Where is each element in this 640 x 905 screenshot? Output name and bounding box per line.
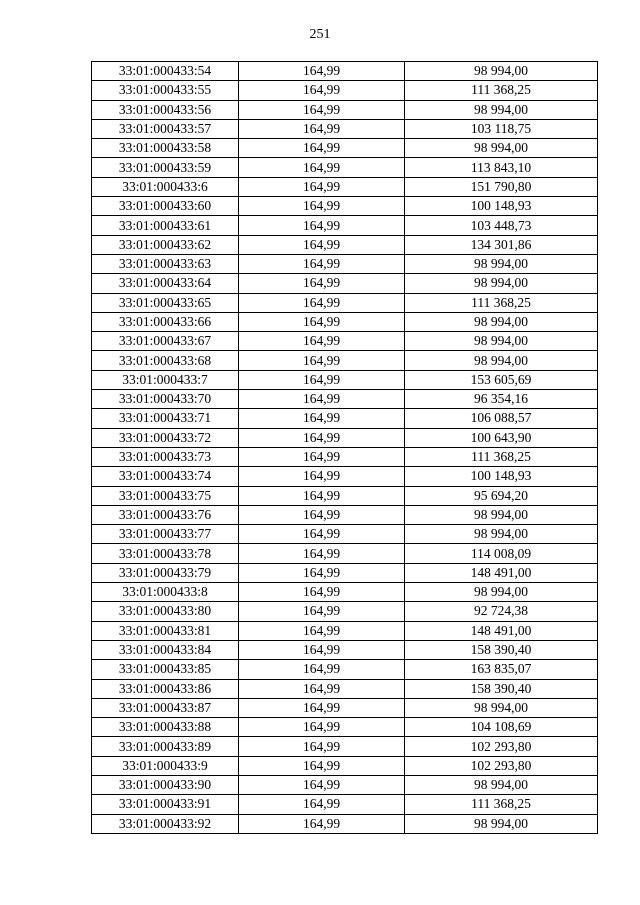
rate-cell: 164,99 bbox=[239, 621, 405, 640]
cadastral-number-cell: 33:01:000433:90 bbox=[92, 775, 239, 794]
cadastral-table bbox=[91, 61, 598, 834]
cadastral-number-cell: 33:01:000433:75 bbox=[92, 486, 239, 505]
value-cell: 102 293,80 bbox=[405, 756, 598, 775]
table-row bbox=[92, 660, 598, 679]
cadastral-number-cell: 33:01:000433:67 bbox=[92, 332, 239, 351]
rate-cell: 164,99 bbox=[239, 100, 405, 119]
cadastral-number-cell: 33:01:000433:76 bbox=[92, 505, 239, 524]
rate-cell: 164,99 bbox=[239, 274, 405, 293]
value-cell: 158 390,40 bbox=[405, 679, 598, 698]
cadastral-number-cell: 33:01:000433:89 bbox=[92, 737, 239, 756]
table-row bbox=[92, 197, 598, 216]
rate-cell: 164,99 bbox=[239, 216, 405, 235]
table-row bbox=[92, 409, 598, 428]
rate-cell: 164,99 bbox=[239, 602, 405, 621]
table-row bbox=[92, 62, 598, 81]
cadastral-number-cell: 33:01:000433:59 bbox=[92, 158, 239, 177]
rate-cell: 164,99 bbox=[239, 235, 405, 254]
value-cell: 111 368,25 bbox=[405, 795, 598, 814]
rate-cell: 164,99 bbox=[239, 583, 405, 602]
rate-cell: 164,99 bbox=[239, 158, 405, 177]
value-cell: 98 994,00 bbox=[405, 332, 598, 351]
table-row bbox=[92, 525, 598, 544]
value-cell: 148 491,00 bbox=[405, 621, 598, 640]
value-cell: 113 843,10 bbox=[405, 158, 598, 177]
cadastral-number-cell: 33:01:000433:7 bbox=[92, 370, 239, 389]
table-row bbox=[92, 505, 598, 524]
cadastral-number-cell: 33:01:000433:58 bbox=[92, 139, 239, 158]
value-cell: 98 994,00 bbox=[405, 312, 598, 331]
rate-cell: 164,99 bbox=[239, 370, 405, 389]
table-row bbox=[92, 544, 598, 563]
value-cell: 100 148,93 bbox=[405, 197, 598, 216]
cadastral-number-cell: 33:01:000433:88 bbox=[92, 718, 239, 737]
rate-cell: 164,99 bbox=[239, 81, 405, 100]
value-cell: 102 293,80 bbox=[405, 737, 598, 756]
cadastral-number-cell: 33:01:000433:56 bbox=[92, 100, 239, 119]
rate-cell: 164,99 bbox=[239, 814, 405, 833]
table-row bbox=[92, 621, 598, 640]
value-cell: 111 368,25 bbox=[405, 293, 598, 312]
rate-cell: 164,99 bbox=[239, 640, 405, 659]
rate-cell: 164,99 bbox=[239, 139, 405, 158]
rate-cell: 164,99 bbox=[239, 698, 405, 717]
value-cell: 96 354,16 bbox=[405, 390, 598, 409]
table-row bbox=[92, 795, 598, 814]
table-row bbox=[92, 486, 598, 505]
rate-cell: 164,99 bbox=[239, 332, 405, 351]
cadastral-number-cell: 33:01:000433:54 bbox=[92, 62, 239, 81]
value-cell: 98 994,00 bbox=[405, 100, 598, 119]
rate-cell: 164,99 bbox=[239, 795, 405, 814]
cadastral-number-cell: 33:01:000433:92 bbox=[92, 814, 239, 833]
value-cell: 100 643,90 bbox=[405, 428, 598, 447]
value-cell: 114 008,09 bbox=[405, 544, 598, 563]
cadastral-number-cell: 33:01:000433:60 bbox=[92, 197, 239, 216]
rate-cell: 164,99 bbox=[239, 756, 405, 775]
rate-cell: 164,99 bbox=[239, 293, 405, 312]
table-row bbox=[92, 640, 598, 659]
cadastral-number-cell: 33:01:000433:70 bbox=[92, 390, 239, 409]
value-cell: 134 301,86 bbox=[405, 235, 598, 254]
value-cell: 153 605,69 bbox=[405, 370, 598, 389]
cadastral-number-cell: 33:01:000433:61 bbox=[92, 216, 239, 235]
table-row bbox=[92, 583, 598, 602]
cadastral-number-cell: 33:01:000433:84 bbox=[92, 640, 239, 659]
rate-cell: 164,99 bbox=[239, 660, 405, 679]
cadastral-number-cell: 33:01:000433:72 bbox=[92, 428, 239, 447]
table-row bbox=[92, 254, 598, 273]
rate-cell: 164,99 bbox=[239, 525, 405, 544]
rate-cell: 164,99 bbox=[239, 486, 405, 505]
value-cell: 98 994,00 bbox=[405, 583, 598, 602]
cadastral-number-cell: 33:01:000433:80 bbox=[92, 602, 239, 621]
table-row bbox=[92, 312, 598, 331]
value-cell: 163 835,07 bbox=[405, 660, 598, 679]
value-cell: 95 694,20 bbox=[405, 486, 598, 505]
rate-cell: 164,99 bbox=[239, 737, 405, 756]
rate-cell: 164,99 bbox=[239, 390, 405, 409]
cadastral-number-cell: 33:01:000433:63 bbox=[92, 254, 239, 273]
cadastral-number-cell: 33:01:000433:79 bbox=[92, 563, 239, 582]
rate-cell: 164,99 bbox=[239, 62, 405, 81]
cadastral-number-cell: 33:01:000433:62 bbox=[92, 235, 239, 254]
value-cell: 98 994,00 bbox=[405, 139, 598, 158]
value-cell: 148 491,00 bbox=[405, 563, 598, 582]
table-row bbox=[92, 119, 598, 138]
rate-cell: 164,99 bbox=[239, 409, 405, 428]
cadastral-number-cell: 33:01:000433:66 bbox=[92, 312, 239, 331]
table-row bbox=[92, 332, 598, 351]
cadastral-number-cell: 33:01:000433:87 bbox=[92, 698, 239, 717]
value-cell: 98 994,00 bbox=[405, 698, 598, 717]
cadastral-number-cell: 33:01:000433:71 bbox=[92, 409, 239, 428]
value-cell: 103 448,73 bbox=[405, 216, 598, 235]
table-row bbox=[92, 718, 598, 737]
rate-cell: 164,99 bbox=[239, 679, 405, 698]
cadastral-number-cell: 33:01:000433:78 bbox=[92, 544, 239, 563]
value-cell: 111 368,25 bbox=[405, 81, 598, 100]
cadastral-number-cell: 33:01:000433:73 bbox=[92, 447, 239, 466]
table-row bbox=[92, 447, 598, 466]
value-cell: 92 724,38 bbox=[405, 602, 598, 621]
cadastral-number-cell: 33:01:000433:91 bbox=[92, 795, 239, 814]
value-cell: 158 390,40 bbox=[405, 640, 598, 659]
cadastral-number-cell: 33:01:000433:77 bbox=[92, 525, 239, 544]
cadastral-number-cell: 33:01:000433:6 bbox=[92, 177, 239, 196]
rate-cell: 164,99 bbox=[239, 197, 405, 216]
table-row bbox=[92, 274, 598, 293]
cadastral-number-cell: 33:01:000433:85 bbox=[92, 660, 239, 679]
cadastral-number-cell: 33:01:000433:8 bbox=[92, 583, 239, 602]
rate-cell: 164,99 bbox=[239, 718, 405, 737]
rate-cell: 164,99 bbox=[239, 505, 405, 524]
table-body bbox=[92, 62, 598, 834]
table-row bbox=[92, 756, 598, 775]
table-row bbox=[92, 814, 598, 833]
value-cell: 98 994,00 bbox=[405, 505, 598, 524]
rate-cell: 164,99 bbox=[239, 177, 405, 196]
cadastral-number-cell: 33:01:000433:9 bbox=[92, 756, 239, 775]
cadastral-number-cell: 33:01:000433:68 bbox=[92, 351, 239, 370]
value-cell: 103 118,75 bbox=[405, 119, 598, 138]
value-cell: 98 994,00 bbox=[405, 814, 598, 833]
table-row bbox=[92, 737, 598, 756]
value-cell: 98 994,00 bbox=[405, 525, 598, 544]
value-cell: 98 994,00 bbox=[405, 775, 598, 794]
value-cell: 151 790,80 bbox=[405, 177, 598, 196]
page-number: 251 bbox=[309, 27, 331, 42]
table-row bbox=[92, 351, 598, 370]
value-cell: 104 108,69 bbox=[405, 718, 598, 737]
table-row bbox=[92, 390, 598, 409]
table-row bbox=[92, 293, 598, 312]
value-cell: 98 994,00 bbox=[405, 351, 598, 370]
rate-cell: 164,99 bbox=[239, 312, 405, 331]
table-row bbox=[92, 139, 598, 158]
table-row bbox=[92, 563, 598, 582]
cadastral-number-cell: 33:01:000433:57 bbox=[92, 119, 239, 138]
table-row bbox=[92, 100, 598, 119]
table-row bbox=[92, 158, 598, 177]
value-cell: 106 088,57 bbox=[405, 409, 598, 428]
table-row bbox=[92, 602, 598, 621]
rate-cell: 164,99 bbox=[239, 544, 405, 563]
cadastral-number-cell: 33:01:000433:55 bbox=[92, 81, 239, 100]
table-row bbox=[92, 216, 598, 235]
table-row bbox=[92, 775, 598, 794]
rate-cell: 164,99 bbox=[239, 447, 405, 466]
rate-cell: 164,99 bbox=[239, 467, 405, 486]
rate-cell: 164,99 bbox=[239, 428, 405, 447]
cadastral-number-cell: 33:01:000433:86 bbox=[92, 679, 239, 698]
value-cell: 98 994,00 bbox=[405, 62, 598, 81]
table-row bbox=[92, 467, 598, 486]
cadastral-number-cell: 33:01:000433:74 bbox=[92, 467, 239, 486]
value-cell: 98 994,00 bbox=[405, 254, 598, 273]
table-row bbox=[92, 679, 598, 698]
table-row bbox=[92, 81, 598, 100]
table-row bbox=[92, 698, 598, 717]
value-cell: 111 368,25 bbox=[405, 447, 598, 466]
value-cell: 98 994,00 bbox=[405, 274, 598, 293]
rate-cell: 164,99 bbox=[239, 775, 405, 794]
table-row bbox=[92, 177, 598, 196]
table-row bbox=[92, 428, 598, 447]
rate-cell: 164,99 bbox=[239, 119, 405, 138]
cadastral-number-cell: 33:01:000433:65 bbox=[92, 293, 239, 312]
rate-cell: 164,99 bbox=[239, 254, 405, 273]
rate-cell: 164,99 bbox=[239, 563, 405, 582]
cadastral-number-cell: 33:01:000433:81 bbox=[92, 621, 239, 640]
rate-cell: 164,99 bbox=[239, 351, 405, 370]
table-row bbox=[92, 235, 598, 254]
cadastral-number-cell: 33:01:000433:64 bbox=[92, 274, 239, 293]
value-cell: 100 148,93 bbox=[405, 467, 598, 486]
table-row bbox=[92, 370, 598, 389]
